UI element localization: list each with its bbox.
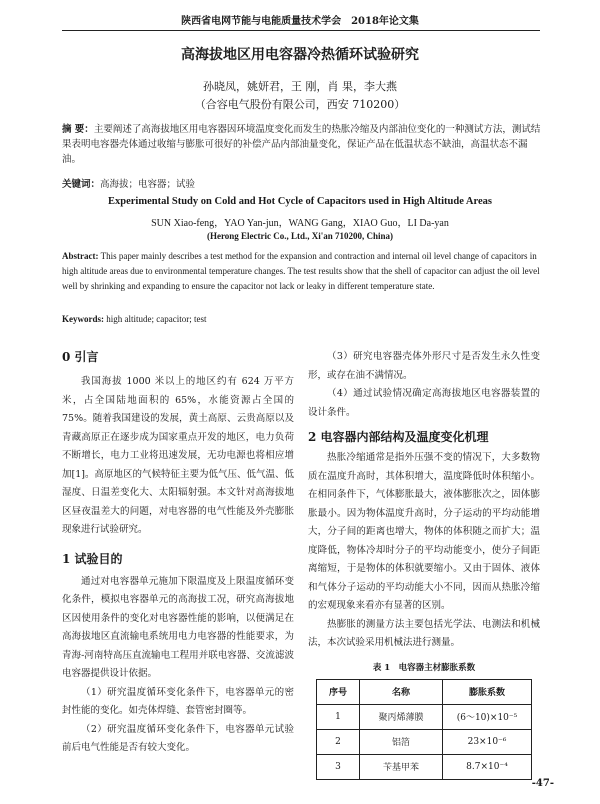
section-0-body <box>62 373 294 540</box>
table-cell-coef: 23×10⁻⁶ <box>443 729 532 754</box>
section-0-heading: 0 引言 <box>62 350 99 364</box>
table-cell-no: 1 <box>317 704 360 729</box>
table-caption: 表 1 电容器主材膨胀系数 <box>372 662 476 673</box>
section-1-item-4: （4）通过试验情况确定高海拔地区电容器装置的设计条件。 <box>308 388 540 418</box>
keywords-cn <box>62 176 546 190</box>
left-column <box>62 348 294 758</box>
table-cell-coef: 8.7×10⁻⁴ <box>443 754 532 779</box>
english-authors: SUN Xiao-feng，YAO Yan-jun，WANG Gang，XIAO Guo，LI Da-yan <box>151 218 449 229</box>
expansion-coefficient-table <box>316 679 532 780</box>
keywords-cn-label: 关键词： <box>62 179 101 190</box>
table-header-cell: 名称 <box>360 679 443 704</box>
english-abstract-label: Abstract: <box>62 251 99 261</box>
english-affiliation: (Herong Electric Co., Ltd., Xi'an 710200, China) <box>206 231 394 241</box>
section-2-heading: 2 电容器内部结构及温度变化机理 <box>308 430 489 444</box>
abstract-cn-label: 摘 要： <box>62 124 94 135</box>
table-cell-coef: (6～10)×10⁻⁵ <box>443 704 532 729</box>
table-cell-name: 聚丙烯薄膜 <box>360 704 443 729</box>
keywords-cn-text: 高海拔；电容器；试验 <box>100 179 196 190</box>
english-abstract <box>62 249 546 294</box>
authors: 孙晓凤，姚妍君，王 刚，肖 果，李大燕 <box>203 80 397 93</box>
running-header: 陕西省电网节能与电能质量技术学会 2018年论文集 <box>181 16 419 27</box>
section-1-body <box>62 573 294 758</box>
english-abstract-text: This paper mainly describes a test method for the expansion and contraction and internal oil level change of capacitors in high altitude areas due to environmental temperature changes. The test results show that the shell of capacitor can adjust the oil level well by shrinking and expanding to ensure the capacitor not lack or leaky in different temperature state. <box>62 251 540 291</box>
table-header-cell: 膨胀系数 <box>443 679 532 704</box>
section-1-item-3: （3）研究电容器壳体外形尺寸是否发生永久性变形，或存在油不满情况。 <box>308 351 540 381</box>
section-1-paragraph: 通过对电容器单元施加下限温度及上限温度循环变化条件，模拟电容器单元的高海拔工况，研究高海拔地区因使用条件的变化对电容器性能的影响，以便满足在高海拔地区直流输电系统用电力电容器的性能要求，为青海-河南特高压直流输电工程用并联电容器、交流滤波电容器提供设计依据。 <box>62 575 294 679</box>
header-rule <box>62 30 540 31</box>
right-column <box>308 348 540 780</box>
table-cell-name: 苄基甲苯 <box>360 754 443 779</box>
abstract-cn-text: 主要阐述了高海拔地区用电容器因环境温度变化而发生的热胀冷缩及内部油位变化的一种测试方法，测试结果表明电容器壳体通过收缩与膨胀可很好的补偿产品内部油量变化，保证产品在低温状态不缺油，高温状态不漏油。 <box>62 124 541 165</box>
abstract-cn <box>62 122 546 167</box>
english-keywords <box>62 314 546 324</box>
page-number: -47- <box>531 778 554 789</box>
section-1-item-2: （2）研究温度循环变化条件下，电容器单元试验前后电气性能是否有较大变化。 <box>62 723 294 753</box>
paper-title: 高海拔地区用电容器冷热循环试验研究 <box>181 47 419 63</box>
section-0-paragraph: 我国海拔 1000 米以上的地区约有 624 万平方米，占全国陆地面积的 65%，水能资源占全国的 75%。随着我国建设的发展，黄土高原、云贵高原以及青藏高原正在逐步成为国家重点开发的地区，电力负荷不断增长，电力工业将迅速发展，无功电源也将相应增加[1]。高原地区的气候特征主要为低气压、低气温、低湿度、日温差变化大、太阳辐射强。本文针对高海拔地区昼夜温差大的问题，对电容器的电气性能及外壳膨胀现象进行试验研究。 <box>62 376 294 535</box>
table-header-row <box>317 679 532 704</box>
english-keywords-label: Keywords: <box>62 314 104 324</box>
section-2-paragraph-1: 热胀冷缩通常是指外压强不变的情况下，大多数物质在温度升高时，其体积增大，温度降低时体积缩小。在相同条件下，气体膨胀最大，液体膨胀次之，固体膨胀最小。因为物体温度升高时，分子运动的平均动能增大，分子间的距离也增大，物体的体积随之而扩大；温度降低，物体冷却时分子的平均动能变小，使分子间距离缩短，于是物体的体积就要缩小。又由于固体、液体和气体分子运动的平均动能大小不同，因而从热胀冷缩的宏观现象来看亦有显著的区别。 <box>308 452 540 611</box>
right-items <box>308 348 540 422</box>
section-2-paragraph-2: 热膨胀的测量方法主要包括光学法、电测法和机械法，本次试验采用机械法进行测量。 <box>308 618 540 648</box>
english-title: Experimental Study on Cold and Hot Cycle of Capacitors used in High Altitude Areas <box>108 196 492 207</box>
table-row <box>317 754 532 779</box>
table-cell-name: 铝箔 <box>360 729 443 754</box>
table-row <box>317 704 532 729</box>
section-1-item-1: （1）研究温度循环变化条件下，电容器单元的密封性能的变化。如壳体焊缝、套管密封圈等。 <box>62 686 294 716</box>
table-cell-no: 3 <box>317 754 360 779</box>
affiliation: （合容电气股份有限公司，西安 710200） <box>194 98 406 111</box>
section-1-heading: 1 试验目的 <box>62 551 123 566</box>
english-keywords-text: high altitude; capacitor; test <box>106 314 207 324</box>
section-2-body <box>308 449 540 653</box>
table-header-cell: 序号 <box>317 679 360 704</box>
table-row <box>317 729 532 754</box>
table-cell-no: 2 <box>317 729 360 754</box>
